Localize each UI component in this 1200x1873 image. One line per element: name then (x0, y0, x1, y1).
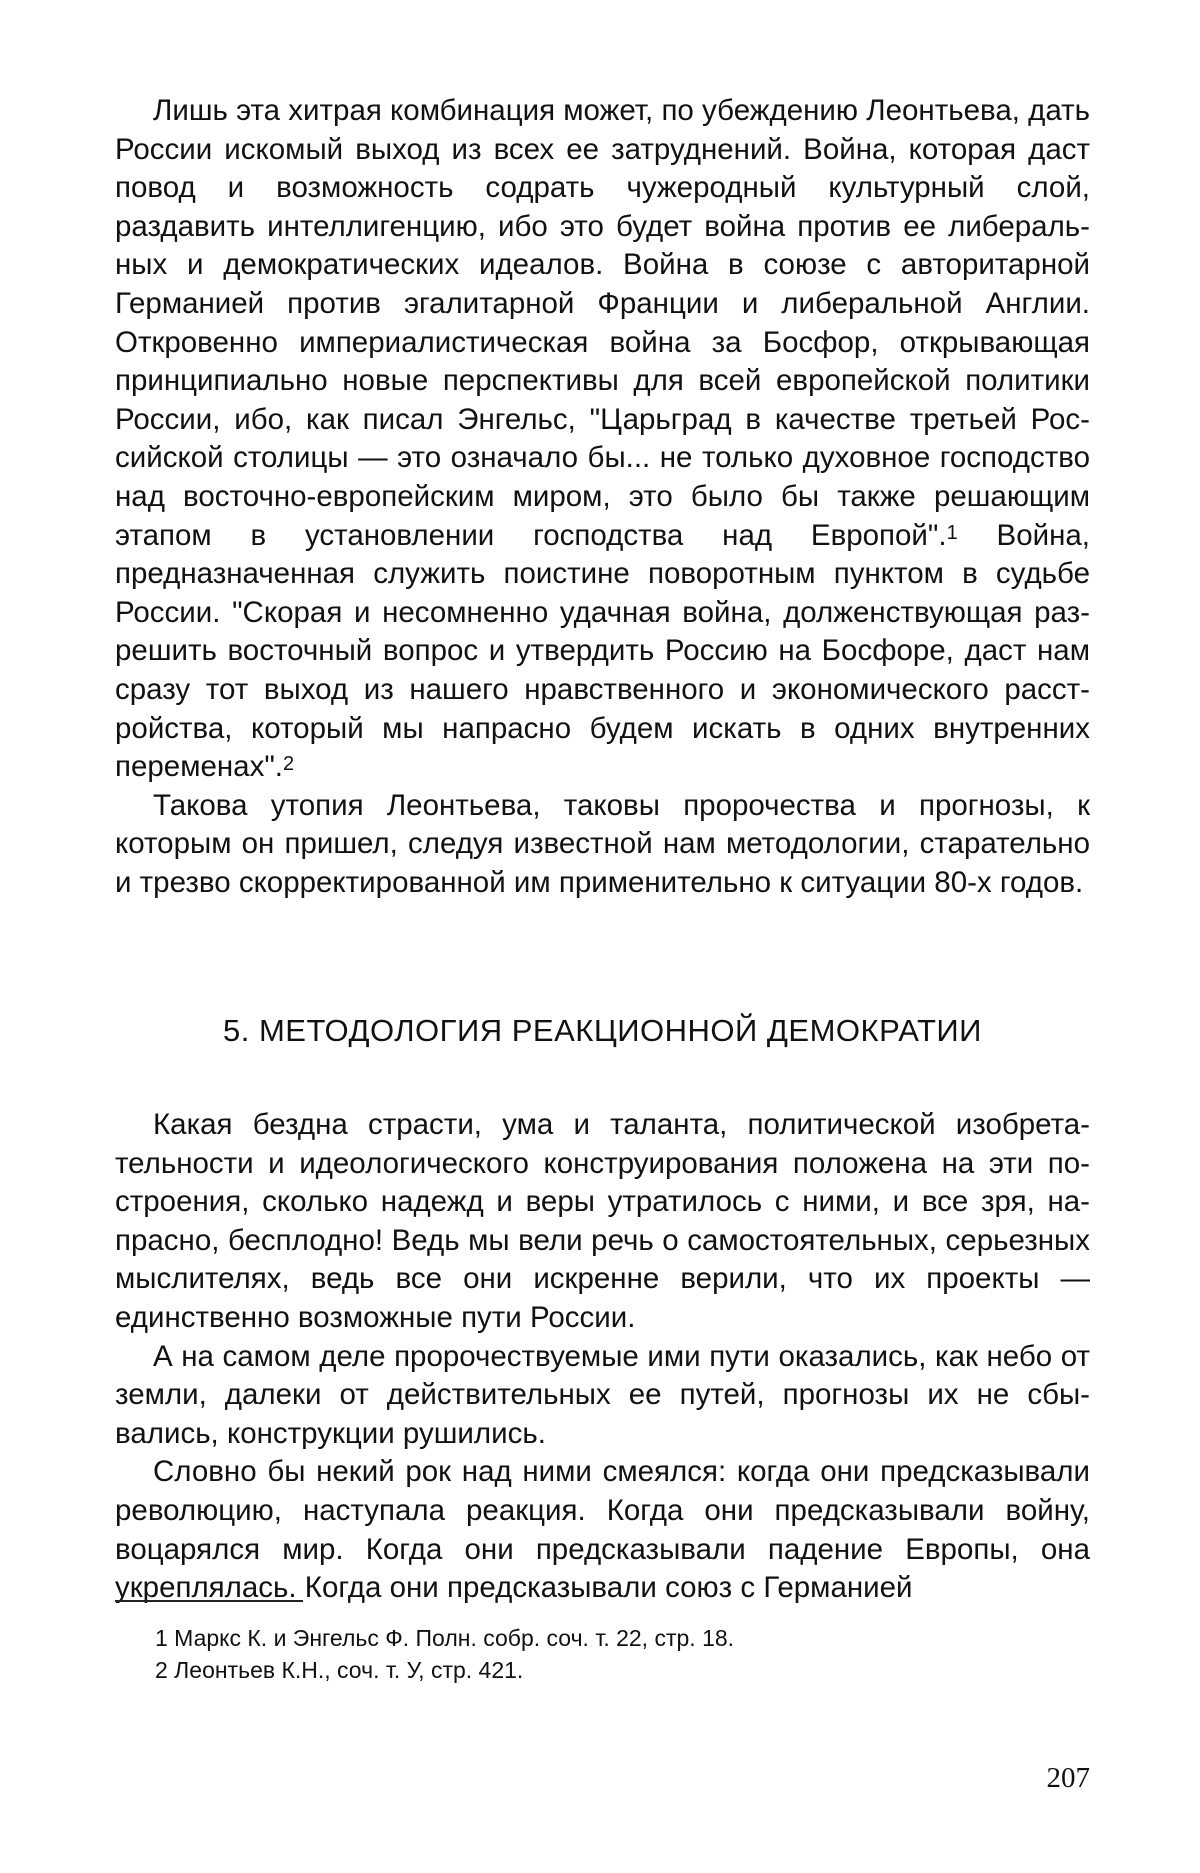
paragraph (115, 92, 1090, 787)
paragraph-text: Лишь эта хитрая комбинация может, по убеждению Леонтьева, дать России искомый выход из всех ее затруднений. Война, которая даст повод и возможность содрать чужеродный культурный слой, раздавить интеллигенцию, ибо это будет война против ее либеральных и демократических идеалов. Война в союзе с авторитарной Германией против эгалитарной Франции и либеральной Англии. Откровенно империалистическая война за Босфор, открывающая принципиально новые перспективы для всей европейской политики России, ибо, как писал Энгельс, "Царьград в качестве третьей Российской столицы — это означало бы... не только духовное господство над восточно-европейским миром, это было бы также решающим этапом в установлении господства над Европой". (115, 94, 1090, 552)
footnote-ref: 2 (283, 753, 295, 776)
paragraph: Какая бездна страсти, ума и таланта, политической изобретательности и идеологического конструирования положена на эти построения, сколько надежд и веры утратилось с ними, и все зря, напрасно, бесплодно! Ведь мы вели речь о самостоятельных, серьезных мыслителях, ведь все они искренне верили, что их проекты — единственно возможные пути России. (115, 1108, 1090, 1334)
body-text-top (115, 92, 1090, 902)
paragraph: Словно бы некий рок над ними смеялся: когда они предсказывали революцию, наступала реакция. Когда они предсказывали войну, воцарялся мир. Когда они предсказывали падение Европы, она укреплялась. Когда они предсказывали союз с Германией (115, 1455, 1090, 1605)
footnotes (155, 1622, 734, 1686)
footnote-ref: 1 (946, 521, 958, 544)
page-number: 207 (1046, 1762, 1090, 1794)
footnote-divider (115, 1600, 303, 1602)
footnote: 2 Леонтьев К.Н., соч. т. У, стр. 421. (155, 1657, 524, 1683)
paragraph: Такова утопия Леонтьева, таковы пророчества и прогнозы, к которым он пришел, следуя известной нам методологии, старательно и трезво скорректированной им применительно к ситуации 80-х годов. (115, 788, 1090, 899)
section-heading: 5. МЕТОДОЛОГИЯ РЕАКЦИОННОЙ ДЕМОКРАТИИ (223, 1013, 982, 1048)
paragraph: А на самом деле пророчествуемые ими пути оказались, как небо от земли, далеки от действительных ее путей, прогнозы их не сбывались, конструкции рушились. (115, 1339, 1090, 1450)
paragraph-text: Война, предназначенная служить поистине поворотным пунктом в судьбе России. "Скорая и несомненно удачная война, долженствующая разрешить восточный вопрос и утвердить Россию на Босфоре, даст нам сразу тот выход из нашего нравственного и экономического расстройства, который мы напрасно будем искать в одних внутренних переменах". (115, 518, 1090, 784)
body-text-section (115, 1106, 1090, 1608)
footnote: 1 Маркс К. и Энгельс Ф. Полн. собр. соч. т. 22, стр. 18. (155, 1625, 735, 1651)
